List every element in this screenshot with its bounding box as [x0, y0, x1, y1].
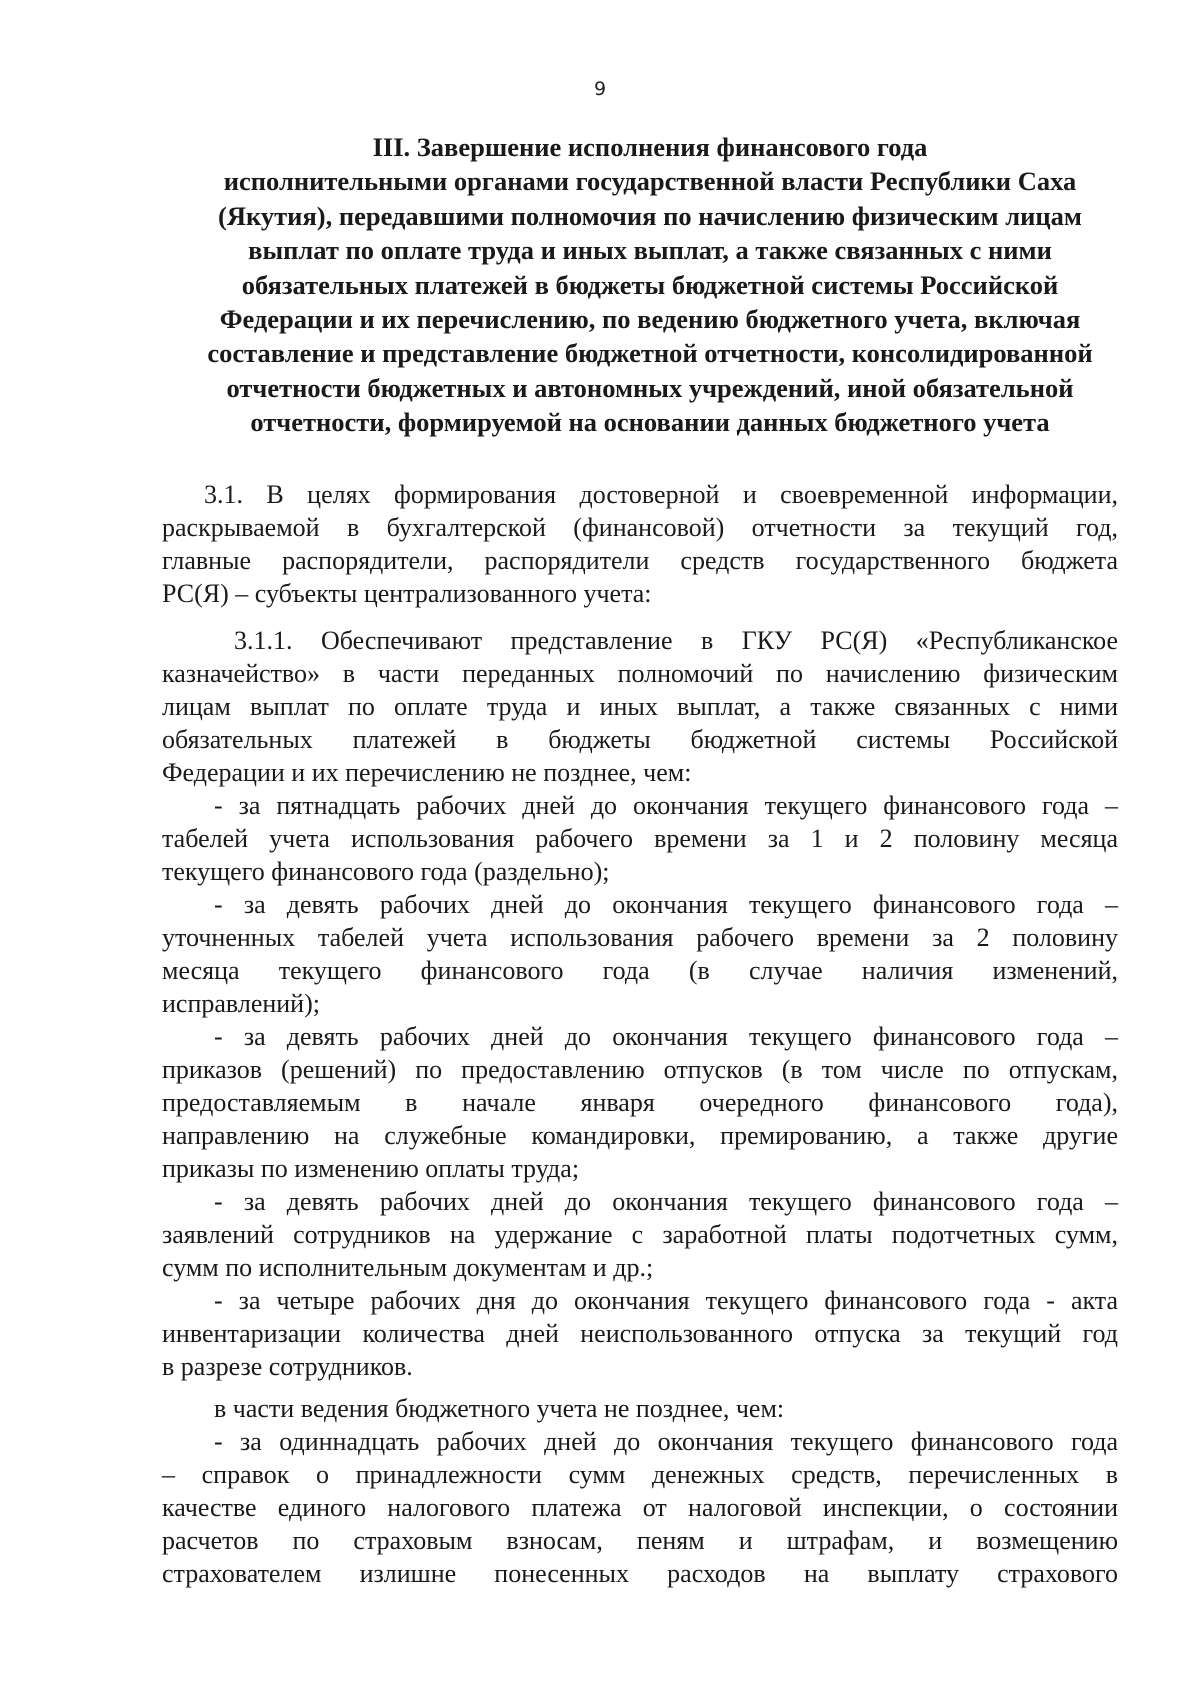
text-line: месяца текущего финансового года (в случае наличия изменений,: [162, 956, 1118, 985]
text-line: - за четыре рабочих дня до окончания текущего финансового года - акта: [214, 1286, 1118, 1315]
text-line: расчетов по страховым взносам, пеням и штрафам, и возмещению: [162, 1526, 1118, 1555]
text-line: главные распорядители, распорядители средств государственного бюджета: [162, 546, 1118, 575]
text-line: – справок о принадлежности сумм денежных средств, перечисленных в: [162, 1460, 1118, 1489]
text-line: предоставляемым в начале января очередного финансового года),: [162, 1088, 1118, 1117]
section-heading: [150, 130, 1150, 440]
text-line: казначейство» в части переданных полномочий по начислению физическим: [162, 659, 1118, 688]
text-line: - за девять рабочих дней до окончания текущего финансового года –: [214, 1022, 1118, 1051]
heading-line: отчетности, формируемой на основании данных бюджетного учета: [250, 407, 1050, 438]
heading-line: обязательных платежей в бюджеты бюджетной системы Российской: [241, 269, 1059, 300]
paragraph-accounting: [162, 1392, 1118, 1590]
heading-line: выплат по оплате труда и иных выплат, а также связанных с ними: [248, 235, 1052, 266]
text-line: страхователем излишне понесенных расходов на выплату страхового: [162, 1559, 1118, 1588]
text-line: сумм по исполнительным документам и др.;: [162, 1253, 654, 1282]
text-line: заявлений сотрудников на удержание с заработной платы подотчетных сумм,: [162, 1220, 1118, 1249]
text-line: лицам выплат по оплате труда и иных выплат, а также связанных с ними: [162, 692, 1118, 721]
text-line: - за девять рабочих дней до окончания текущего финансового года –: [214, 1187, 1118, 1216]
text-line: инвентаризации количества дней неиспользованного отпуска за текущий год: [162, 1319, 1118, 1348]
paragraph-3-1-1: [162, 624, 1118, 1383]
text-line: исправлений);: [162, 989, 320, 1018]
text-line: табелей учета использования рабочего времени за 1 и 2 половину месяца: [162, 824, 1118, 853]
text-line: уточненных табелей учета использования рабочего времени за 2 половину: [162, 923, 1118, 952]
heading-line: составление и представление бюджетной отчетности, консолидированной: [207, 338, 1093, 369]
text-line: качестве единого налогового платежа от налоговой инспекции, о состоянии: [162, 1493, 1118, 1522]
text-line: раскрываемой в бухгалтерской (финансовой) отчетности за текущий год,: [162, 513, 1118, 542]
heading-line: (Якутия), передавшими полномочия по начислению физическим лицам: [218, 200, 1082, 231]
text-line: - за одиннадцать рабочих дней до окончания текущего финансового года: [214, 1427, 1118, 1456]
text-line: 3.1. В целях формирования достоверной и своевременной информации,: [204, 480, 1118, 509]
page-number: 9: [593, 78, 607, 100]
paragraph-3-1: [162, 478, 1118, 610]
heading-line: III. Завершение исполнения финансового года: [372, 132, 928, 162]
text-line: в разрезе сотрудников.: [162, 1352, 413, 1381]
heading-line: отчетности бюджетных и автономных учреждений, иной обязательной: [226, 372, 1074, 403]
text-line: текущего финансового года (раздельно);: [162, 857, 610, 886]
text-line: - за пятнадцать рабочих дней до окончания текущего финансового года –: [214, 791, 1118, 820]
text-line: приказов (решений) по предоставлению отпусков (в том числе по отпускам,: [162, 1055, 1118, 1084]
heading-line: Федерации и их перечислению, по ведению бюджетного учета, включая: [219, 304, 1081, 335]
text-line: направлению на служебные командировки, премированию, а также другие: [162, 1121, 1118, 1150]
text-line: обязательных платежей в бюджеты бюджетной системы Российской: [162, 725, 1118, 754]
heading-line: исполнительными органами государственной власти Республики Саха: [223, 166, 1077, 197]
text-line: РС(Я) – субъекты централизованного учета:: [162, 579, 652, 608]
text-line: Федерации и их перечислению не позднее, чем:: [162, 758, 692, 787]
text-line: в части ведения бюджетного учета не позднее, чем:: [214, 1394, 785, 1423]
text-line: 3.1.1. Обеспечивают представление в ГКУ РС(Я) «Республиканское: [234, 626, 1118, 655]
text-line: приказы по изменению оплаты труда;: [162, 1154, 580, 1183]
text-line: - за девять рабочих дней до окончания текущего финансового года –: [214, 890, 1118, 919]
